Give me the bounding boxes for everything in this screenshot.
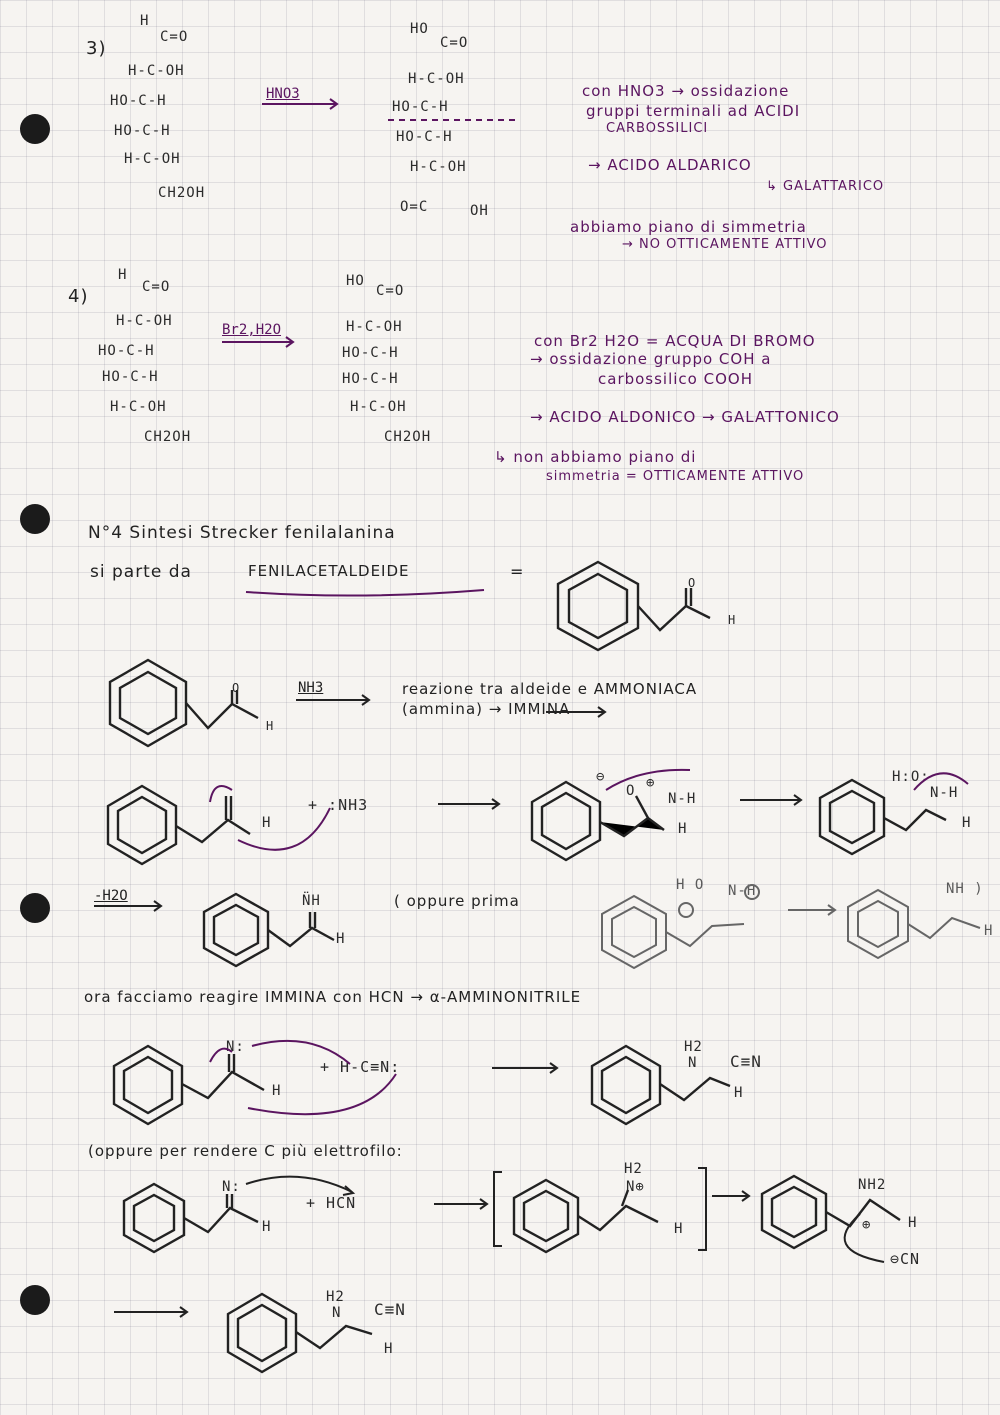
s3-note: abbiamo piano di simmetria xyxy=(570,218,807,236)
mech-curved-arrow xyxy=(606,770,690,790)
e-bracket-h: H xyxy=(674,1221,684,1237)
benzene-ring xyxy=(514,1180,658,1252)
bracket-left xyxy=(494,1172,502,1246)
benzene-ring xyxy=(558,562,710,650)
s3-left-row: CH2OH xyxy=(158,185,206,201)
imine-h: H xyxy=(336,931,346,947)
nitrile-h2: H2 xyxy=(684,1039,703,1055)
benzene-ring xyxy=(204,894,334,966)
nh3-reagent: NH3 xyxy=(298,680,324,696)
ald-h-label: H xyxy=(728,613,737,627)
int2-nh: N-H xyxy=(930,785,959,801)
ald2-h-label: H xyxy=(266,719,275,733)
mech-curved-arrow xyxy=(914,773,968,790)
s3-right-tail: O=C xyxy=(400,199,429,215)
s3-left-head-o: C=O xyxy=(160,29,189,45)
strecker-equals: = xyxy=(510,562,525,581)
s3-note: gruppi terminali ad ACIDI xyxy=(586,102,801,120)
s4-right-head: HO xyxy=(346,273,365,289)
strecker-start-pre: si parte da xyxy=(90,562,192,582)
s4-right-head-o: C=O xyxy=(376,283,405,299)
final-cn: C≡N xyxy=(374,1300,406,1319)
s3-left-row: HO-C-H xyxy=(114,123,171,139)
s4-left-row: H-C-OH xyxy=(110,399,167,415)
ald2-o-label: O xyxy=(232,681,241,695)
hcn-reagent: + H-C≡N: xyxy=(320,1058,401,1076)
s4-left-row: CH2OH xyxy=(144,429,192,445)
nitrile-cn: C≡N xyxy=(730,1052,762,1071)
e-bracket-h2: H2 xyxy=(624,1161,643,1177)
s3-note: → ACIDO ALDARICO xyxy=(588,156,752,174)
final-n: N xyxy=(332,1305,342,1321)
minus-h2o: -H2O xyxy=(94,888,128,904)
e-h: H xyxy=(262,1219,272,1235)
int2-h: H xyxy=(962,815,972,831)
hcn-note: ora facciamo reagire IMMINA con HCN → α-AMMINONITRILE xyxy=(84,988,582,1006)
s4-note: carbossilico COOH xyxy=(598,370,753,388)
s3-right-row: H-C-OH xyxy=(410,159,467,175)
int2-ho: H:O: xyxy=(892,769,930,785)
final-h: H xyxy=(384,1341,394,1357)
mech-h: H xyxy=(262,815,272,831)
int1-h: H xyxy=(678,821,688,837)
strecker-heading: N°4 Sintesi Strecker fenilalanina xyxy=(88,523,396,543)
e-prod-nh2: NH2 xyxy=(858,1177,887,1193)
alt-prod-h: H xyxy=(984,923,994,939)
s3-right-row: HO-C-H xyxy=(392,99,449,115)
s4-reagent: Br2,H2O xyxy=(222,322,282,338)
s4-right-row: H-C-OH xyxy=(346,319,403,335)
cn-attack-arrow xyxy=(845,1214,884,1262)
benzene-ring xyxy=(602,885,759,968)
s3-left-row: H-C-OH xyxy=(124,151,181,167)
s4-note: con Br2 H2O = ACQUA DI BROMO xyxy=(534,332,816,350)
benzene-ring xyxy=(110,660,258,746)
imine-nh: N̈H xyxy=(302,893,321,909)
nitrile-n: N xyxy=(688,1055,698,1071)
s3-right-row: H-C-OH xyxy=(408,71,465,87)
benzene-ring xyxy=(592,1046,730,1124)
s3-left-head-h: H xyxy=(140,13,150,29)
e-cn: ⊖CN xyxy=(890,1250,921,1268)
s3-left-row: HO-C-H xyxy=(110,93,167,109)
benzene-ring xyxy=(124,1184,258,1252)
alt-prod-nh: NH ) xyxy=(946,881,984,897)
hcn-curved-arrow xyxy=(252,1041,350,1064)
s4-note: simmetria = OTTICAMENTE ATTIVO xyxy=(546,469,805,484)
s4-note: → ossidazione gruppo COH a xyxy=(530,350,772,368)
e-bracket-n: N⊕ xyxy=(626,1179,645,1195)
e-prod-plus: ⊕ xyxy=(862,1217,872,1233)
s4-right-row: HO-C-H xyxy=(342,345,399,361)
s4-left-row: HO-C-H xyxy=(102,369,159,385)
electro-note: (oppure per rendere C più elettrofilo: xyxy=(88,1142,403,1160)
int1-o: O xyxy=(626,783,636,799)
s3-note: con HNO3 → ossidazione xyxy=(582,82,790,100)
benzene-ring xyxy=(114,1046,264,1124)
benzene-ring xyxy=(532,782,664,860)
s4-left-row: H-C-OH xyxy=(116,313,173,329)
s4-note: → ACIDO ALDONICO → GALATTONICO xyxy=(530,408,840,426)
imine2-h: H xyxy=(272,1083,282,1099)
s3-right-row: HO-C-H xyxy=(396,129,453,145)
s4-left-head-h: H xyxy=(118,267,128,283)
mech-nh3: + :NH3 xyxy=(308,796,369,814)
s3-note: → NO OTTICAMENTE ATTIVO xyxy=(622,237,828,252)
e-n: N: xyxy=(222,1179,241,1195)
s4-left-head-o: C=O xyxy=(142,279,171,295)
final-h2: H2 xyxy=(326,1289,345,1305)
s3-right-head: HO xyxy=(410,21,429,37)
react-note: reazione tra aldeide e AMMONIACA xyxy=(402,680,698,698)
nitrile-h: H xyxy=(734,1085,744,1101)
section3-number: 3) xyxy=(86,38,107,59)
int1-minus: ⊖ xyxy=(596,769,606,785)
s4-right-row: H-C-OH xyxy=(350,399,407,415)
benzene-ring xyxy=(228,1294,372,1372)
s4-note: ↳ non abbiamo piano di xyxy=(494,448,697,466)
s4-right-row: HO-C-H xyxy=(342,371,399,387)
s3-reagent: HNO3 xyxy=(266,86,300,102)
ald-o-label: O xyxy=(688,576,697,590)
strecker-start-name: FENILACETALDEIDE xyxy=(248,562,410,580)
e-hcn: + HCN xyxy=(306,1194,357,1212)
s3-note: CARBOSSILICI xyxy=(606,121,709,136)
benzene-ring xyxy=(762,1176,900,1248)
benzene-ring xyxy=(108,786,250,864)
bracket-right xyxy=(698,1168,706,1250)
hcn-curved-arrow xyxy=(248,1074,396,1114)
benzene-ring xyxy=(820,780,946,854)
int1-nh: N-H xyxy=(668,791,697,807)
alt-nh: N-H xyxy=(728,883,757,899)
s3-right-tail-oh: OH xyxy=(470,203,489,219)
s3-right-head-o: C=O xyxy=(440,35,469,51)
e-prod-h: H xyxy=(908,1215,918,1231)
int1-plus: ⊕ xyxy=(646,775,656,791)
mech-curved-arrow xyxy=(238,808,330,850)
section4-number: 4) xyxy=(68,286,89,307)
electro-curved-arrow xyxy=(246,1177,352,1192)
s4-left-row: HO-C-H xyxy=(98,343,155,359)
benzene-ring xyxy=(848,890,980,958)
s3-left-row: H-C-OH xyxy=(128,63,185,79)
name-underline xyxy=(246,590,484,596)
s4-right-row: CH2OH xyxy=(384,429,432,445)
s3-note: ↳ GALATTARICO xyxy=(766,179,885,194)
mech-curved-arrow xyxy=(210,786,232,802)
alt-note: ( oppure prima xyxy=(394,892,520,910)
react-note: (ammina) → IMMINA xyxy=(402,700,571,718)
imine2-n: N: xyxy=(226,1039,245,1055)
alt-oh: H O xyxy=(676,877,705,893)
